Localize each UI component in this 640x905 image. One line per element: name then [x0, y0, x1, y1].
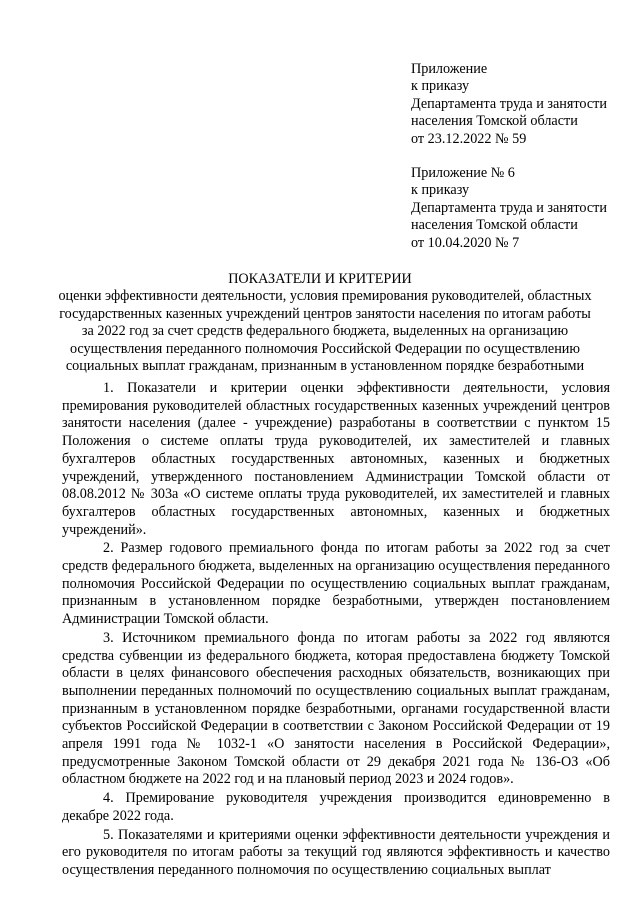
subtitle-line: осуществления переданного полномочия Российской Федерации по осуществлению	[69, 340, 580, 357]
approval-line: населения Томской области	[411, 217, 578, 234]
approval-line: к приказу	[411, 182, 470, 199]
document-subtitle	[40, 288, 610, 376]
approval-block-previous	[411, 165, 626, 252]
approval-line: населения Томской области	[411, 113, 578, 130]
paragraph-1: 1. Показатели и критерии оценки эффективности деятельности, условия премирования руководителей областных государственных казенных учреждений центров занятости населения (далее - учреждение) разработаны в соответствии с пунктом 15 Положения о системе оплаты труда руководителей, их заместителей и главных бухгалтеров областных государственных автономных, казенных и бюджетных учреждений, утвержденного постановлением Администрации Томской области от 08.08.2012 № 303а «О системе оплаты труда руководителей, их заместителей и главных бухгалтеров областных государственных автономных, казенных и бюджетных учреждений».	[62, 380, 610, 538]
paragraph-3: 3. Источником премиального фонда по итогам работы за 2022 год являются средства субвенции из федерального бюджета, которая предоставлена бюджету Томской области в целях финансового обеспечения расходных обязательств, возникающих при выполнении переданных полномочий по осуществлению социальных выплат гражданам, признанным в установленном порядке безработными, органами государственной власти субъектов Российской Федерации в соответствии с Законом Российской Федерации от 19 апреля 1991 года № 1032-1 «О занятости населения в Российской Федерации», предусмотренные Законом Томской области от 29 декабря 2021 года № 136-ОЗ «Об областном бюджете на 2022 год и на плановый период 2023 и 2024 годов».	[62, 629, 610, 788]
approval-line: от 10.04.2020 № 7	[411, 234, 520, 251]
paragraph-2: 2. Размер годового премиального фонда по итогам работы за 2022 год за счет средств федерального бюджета, выделенных на организацию осуществления переданного полномочия Российской Федерации по осуществлению социальных выплат гражданам, признанным в установленном порядке безработными, утвержден постановлением Администрации Томской области.	[62, 540, 610, 628]
approval-line: Департамента труда и занятости	[411, 95, 607, 112]
approval-line: Приложение № 6	[411, 165, 515, 182]
approval-line: от 23.12.2022 № 59	[411, 130, 527, 147]
approval-line: Департамента труда и занятости	[411, 199, 607, 216]
subtitle-line: за 2022 год за счет средств федерального бюджета, выделенных на организацию	[81, 323, 569, 340]
document-title: ПОКАЗАТЕЛИ И КРИТЕРИИ	[228, 271, 412, 287]
paragraph-5: 5. Показателями и критериями оценки эффективности деятельности учреждения и его руководителя по итогам работы за текущий год являются эффективность и качество осуществления переданного полномочия по осуществлению социальных выплат	[62, 826, 610, 878]
subtitle-line: оценки эффективности деятельности, условия премирования руководителей, областных	[58, 288, 592, 304]
approval-header	[411, 61, 626, 252]
document-body	[62, 380, 610, 880]
approval-line: Приложение	[411, 61, 488, 77]
paragraph-4: 4. Премирование руководителя учреждения производится единовременно в декабре 2022 года.	[62, 790, 610, 824]
approval-line: к приказу	[411, 78, 470, 95]
subtitle-line: государственных казенных учреждений центров занятости населения по итогам работы	[59, 305, 591, 322]
subtitle-line: социальных выплат гражданам, признанным в установленном порядке безработными	[65, 358, 585, 375]
approval-block-current	[411, 61, 626, 148]
